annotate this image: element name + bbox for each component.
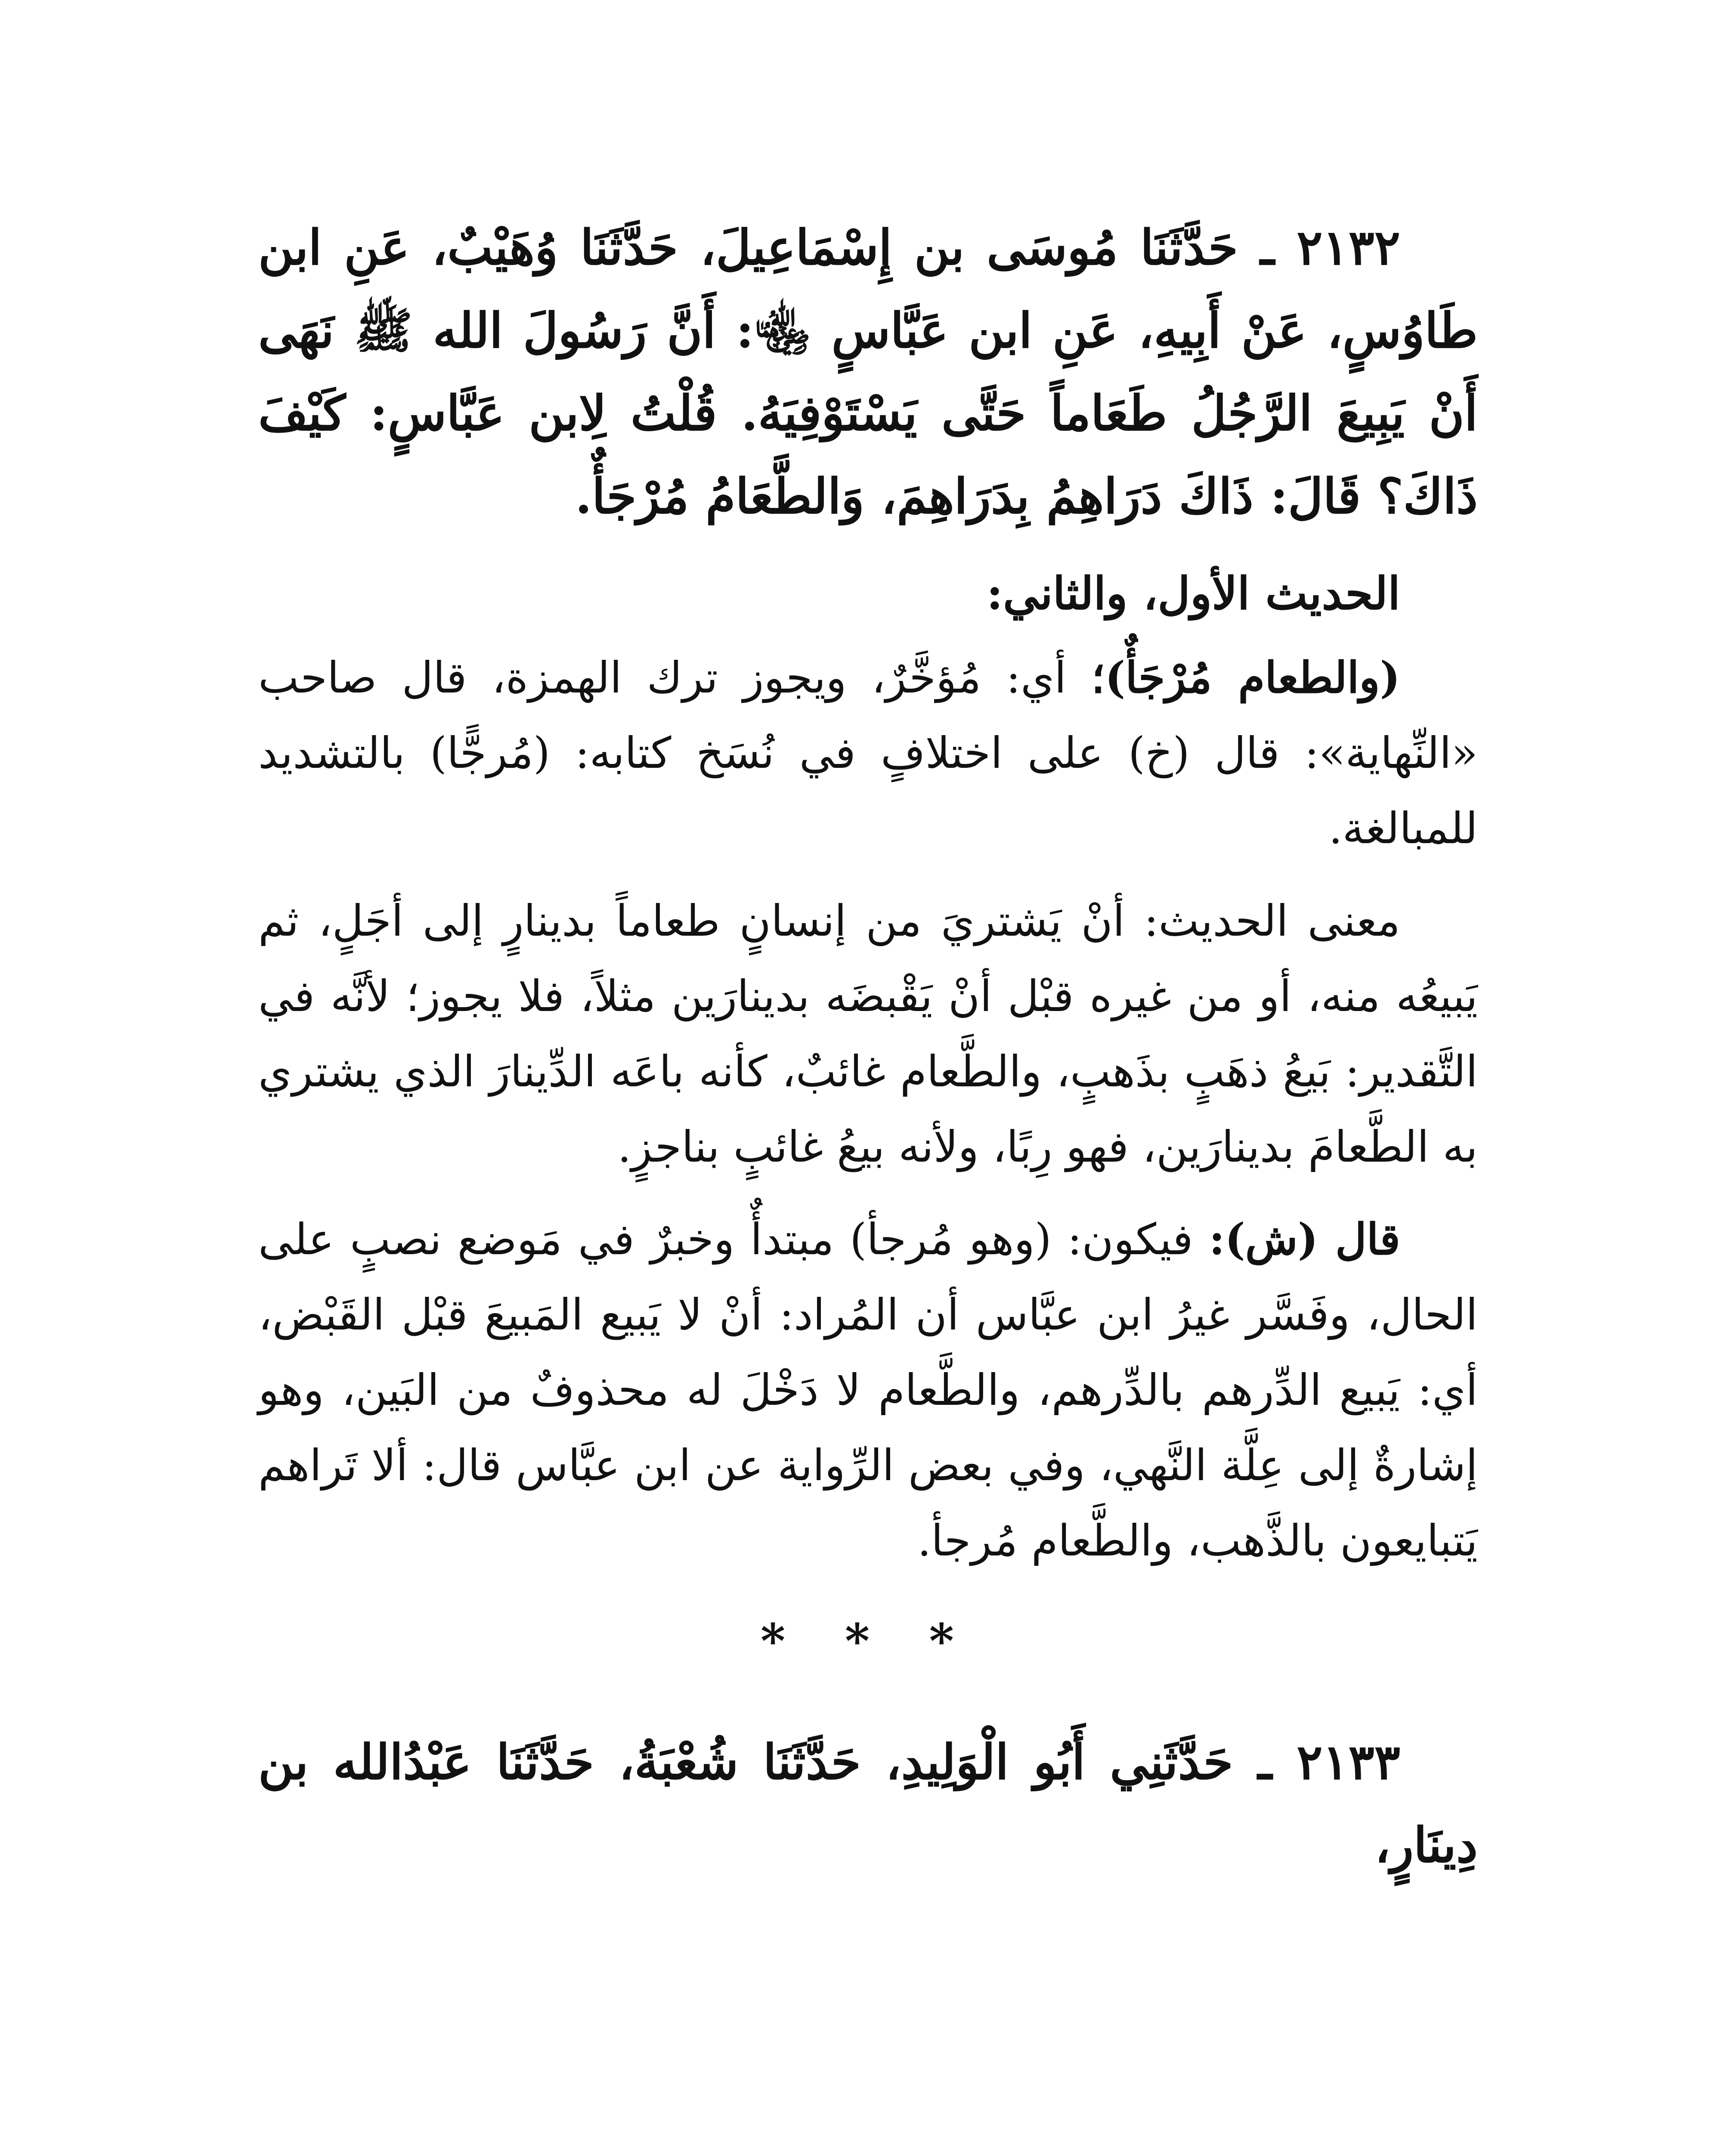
commentator-label: قال (ش):: [1209, 1214, 1400, 1265]
section-separator: * * *: [760, 1613, 976, 1669]
commentary-paragraph-meaning: معنى الحديث: أنْ يَشتريَ من إنسانٍ طعاماً بدينارٍ إلى أجَلٍ، ثم يَبيعُه منه، أو من غيره قبْل أنْ يَقْبضَه بدينارَين مثلاً، فلا يجوز؛ لأنَّه في التَّقدير: بَيعُ ذهَبٍ بذَهبٍ، والطَّعام غائبٌ، كأنه باعَه الدِّينارَ الذي يشتري به الطَّعامَ بدينارَين، فهو رِبًا، ولأنه بيعُ غائبٍ بناجزٍ.: [258, 896, 1478, 1172]
text-column: [258, 207, 1478, 1905]
commentary-paragraph-sh: [258, 1202, 1478, 1578]
hadith-2133: ٢١٣٣ ـ حَدَّثَنِي أَبُو الْوَلِيدِ، حَدَّثَنَا شُعْبَةُ، حَدَّثَنَا عَبْدُالله بن دِينَارٍ،: [258, 1734, 1478, 1874]
commentary-paragraph-murja: [258, 640, 1478, 866]
quoted-term: (والطعام مُرْجَأٌ)؛: [1091, 652, 1400, 703]
commentary-text: فيكون: (وهو مُرجأ) مبتدأٌ وخبرٌ في مَوضع نصبٍ على الحال، وفَسَّر غيرُ ابن عبَّاس أن المُراد: أنْ لا يَبيع المَبيعَ قبْل القَبْض، أي: يَبيع الدِّرهم بالدِّرهم، والطَّعام لا دَخْلَ له محذوفٌ من البَين، وهو إشارةٌ إلى عِلَّة النَّهي، وفي بعض الرِّواية عن ابن عبَّاس قال: ألا تَراهم يَتبايعون بالذَّهب، والطَّعام مُرجأ.: [258, 1214, 1478, 1566]
section-heading: الحديث الأول، والثاني:: [986, 566, 1400, 620]
commentary-text: أي: مُؤخَّرٌ، ويجوز ترك الهمزة، قال صاحب «النِّهاية»: قال (خ) على اختلافٍ في نُسَخ كتابه: (مُرجًّا) بالتشديد للمبالغة.: [258, 652, 1478, 854]
hadith-2132: ٢١٣٢ ـ حَدَّثَنَا مُوسَى بن إِسْمَاعِيلَ، حَدَّثَنَا وُهَيْبٌ، عَنِ ابن طَاوُسٍ، عَنْ أَبِيهِ، عَنِ ابن عَبَّاسٍ ﵄: أَنَّ رَسُولَ الله ﷺ نَهَى أَنْ يَبِيعَ الرَّجُلُ طَعَاماً حَتَّى يَسْتَوْفِيَهُ. قُلْتُ لِابن عَبَّاسٍ: كَيْفَ ذَاكَ؟ قَالَ: ذَاكَ دَرَاهِمُ بِدَرَاهِمَ، وَالطَّعَامُ مُرْجَأٌ.: [258, 220, 1478, 525]
